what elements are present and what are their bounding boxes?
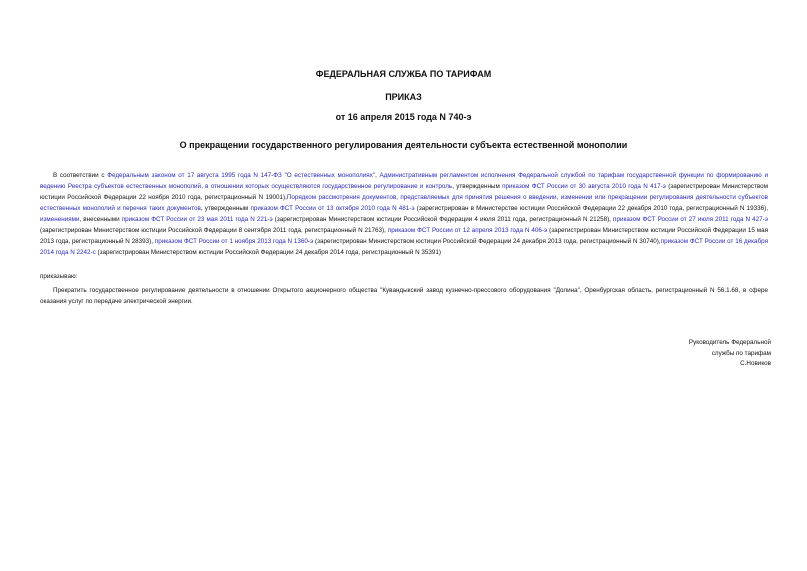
doc-title: О прекращении государственного регулирования деятельности субъекта естественной монополии	[179, 140, 628, 150]
preamble-text: ,	[375, 172, 380, 179]
link-order-406[interactable]: приказом ФСТ России от 12 апреля 2013 года N 406-э	[387, 227, 548, 234]
order-word: приказываю:	[40, 273, 78, 280]
link-order-417[interactable]: приказом ФСТ России от 30 августа 2010 года N 417-э	[502, 183, 666, 190]
preamble-text: В соответствии с	[53, 172, 108, 179]
preamble-paragraph	[40, 170, 768, 258]
link-admin-regulation[interactable]: Административным регламентом исполнения Федеральной службой по тарифам государственной функции по формированию и ведению Реестра субъектов естественных монополий, в отношении которых осуществляются государственное регулирование и контроль	[40, 172, 768, 190]
preamble-text: , утвержденным	[452, 183, 503, 190]
preamble-text: (зарегистрирован Министерством юстиции Российской Федерации 24 декабря 2014 года, регистрационный N 35391)	[95, 249, 441, 256]
preamble-text: (зарегистрирован Министерством юстиции Российской Федерации 8 сентября 2011 года, регистрационный N 21763),	[40, 227, 388, 234]
order-section	[40, 285, 768, 307]
signature-block	[689, 338, 771, 370]
preamble-text: (зарегистрирован Министерством юстиции Российской Федерации 22 ноября 2010 года, регистрационный N 19001),	[40, 183, 768, 201]
doc-type: ПРИКАЗ	[385, 92, 422, 102]
preamble-text: (зарегистрирован в Министерстве юстиции Российской Федерации 22 декабря 2010 года, регистрационный N 19336),	[414, 205, 769, 212]
doc-date-number: от 16 апреля 2015 года N 740-э	[335, 112, 472, 122]
link-amendments[interactable]: изменениями	[40, 216, 80, 223]
link-federal-law[interactable]: Федеральным законом от 17 августа 1995 года N 147-ФЗ "О естественных монополиях"	[107, 172, 376, 179]
signature-position: Руководитель Федеральной	[688, 339, 771, 346]
preamble-text: , внесенными	[79, 216, 122, 223]
preamble	[40, 170, 768, 258]
preamble-text: (зарегистрирован Министерством юстиции Российской Федерации 15 мая 2013 года, регистрационный N 28393),	[40, 227, 768, 245]
link-procedure[interactable]: Порядком рассмотрения документов, представляемых для принятия решения о введении, изменении или прекращении регулирования деятельности субъектов естественных монополий и перечня таких документов	[40, 194, 768, 212]
preamble-text: , утвержденным	[200, 205, 251, 212]
signature-agency: службы по тарифам	[711, 349, 771, 357]
order-paragraph: Прекратить государственное регулирование деятельности в отношении Открытого акционерного общества "Кувандыкский завод кузнечно-прессового оборудования "Долина", Оренбургская область, регистрационный N 56.1.68, в сфере оказания услуг по передаче электрической энергии.	[40, 287, 768, 305]
signature-name: С.Новиков	[740, 360, 771, 367]
link-order-427[interactable]: приказом ФСТ России от 27 июля 2011 года N 427-э	[613, 216, 768, 223]
link-order-2242[interactable]: приказом ФСТ России от 16 декабря 2014 года N 2242-с	[40, 238, 769, 256]
agency-name: ФЕДЕРАЛЬНАЯ СЛУЖБА ПО ТАРИФАМ	[315, 69, 492, 79]
link-order-221[interactable]: приказом ФСТ России от 23 мая 2011 года N 221-э	[121, 216, 273, 223]
link-order-1360[interactable]: приказом ФСТ России от 1 ноября 2013 года N 1360-э	[154, 238, 314, 245]
preamble-text: (зарегистрирован Министерством юстиции Российской Федерации 4 июля 2011 года, регистрационный N 21258),	[272, 216, 614, 223]
preamble-text: (зарегистрирован Министерством юстиции Российской Федерации 24 декабря 2013 года, регистрационный N 30740),	[313, 238, 661, 245]
link-order-481[interactable]: приказом ФСТ России от 13 октября 2010 года N 481-э	[250, 205, 415, 212]
